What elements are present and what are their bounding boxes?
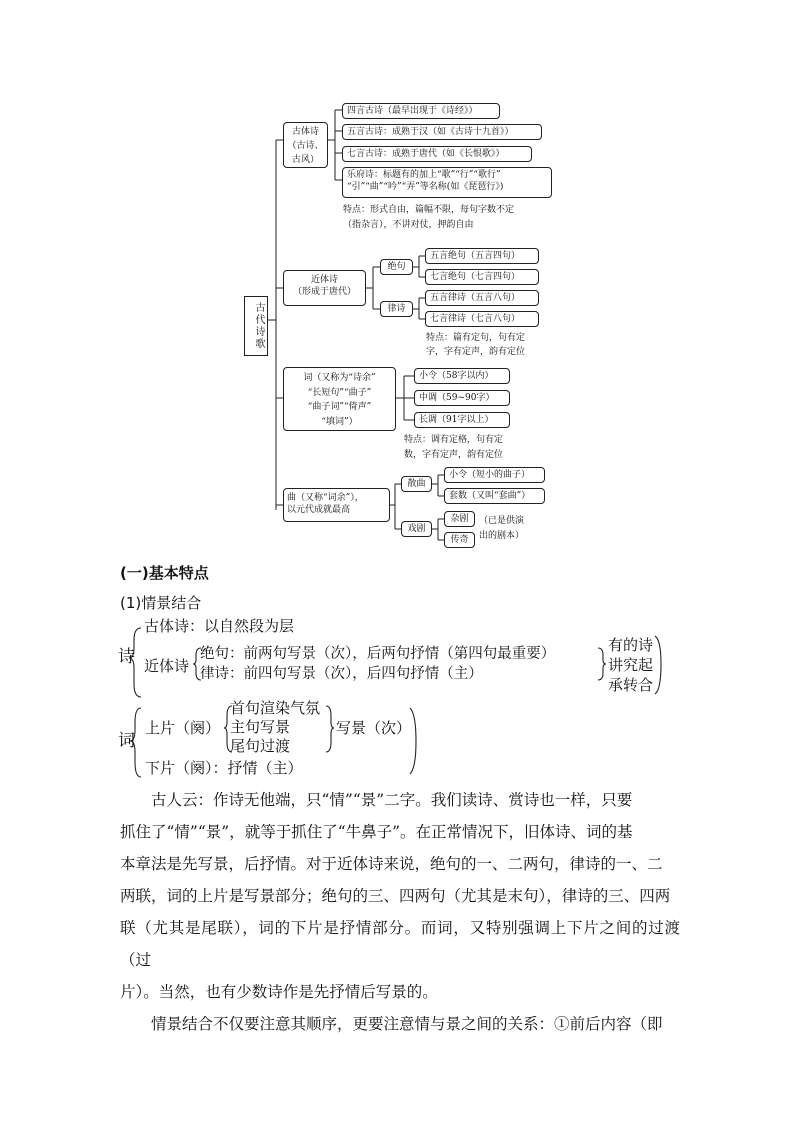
jintishi-label: 近体诗 — [144, 657, 190, 675]
body-paragraph — [120, 784, 680, 1040]
jintishi-feature-2: 字，字有定声，韵有定位 — [426, 347, 526, 357]
gutishi-line: 古体诗：以自然段为层 — [144, 617, 295, 635]
ci-line-3: “曲子词”“倚声” — [307, 402, 372, 412]
chuanqi-node: 传奇 — [444, 532, 475, 548]
paragraph-line-2: 抓住了“情”“景”，就等于抓住了“牛鼻子”。在正常情况下，旧体诗、词的基 — [120, 823, 633, 841]
shangpian-sub — [230, 699, 320, 756]
paragraph-line-6: 片）。当然，也有少数诗作是先抒情后写景的。 — [120, 983, 438, 1001]
taoshu-node: 套数（又叫“套曲”） — [444, 488, 545, 504]
shangpian-label: 上片（阕） — [145, 719, 221, 737]
jintishi-label: 近体诗 — [310, 275, 338, 285]
paragraph-line-4: 两联，词的上片是写景部分；绝句的三、四两句（尤其是末句），律诗的三、四两 — [120, 887, 671, 905]
note-line-2: 讲究起 — [608, 656, 654, 674]
shouju-line: 首句渲染气氛 — [230, 699, 321, 717]
jintishi-sublabel: （形成于唐代） — [292, 287, 356, 297]
ci-feature-2: 数，字有定声，韵有定位 — [404, 450, 504, 460]
paragraph-line-3: 本章法是先写景，后抒情。对于近体诗来说，绝句的一、二两句，律诗的一、二 — [120, 855, 663, 873]
xiju-note-1: （已是供演 — [479, 516, 525, 526]
shi-label: 诗 — [118, 647, 135, 667]
ci-label: 词 — [118, 731, 135, 751]
sub-heading: (1)情景结合 — [120, 594, 202, 612]
note-line-1: 有的诗 — [608, 636, 654, 654]
xiju-node: 戏剧 — [401, 521, 432, 537]
sanqu-xiaoling-node: 小令（短小的曲子） — [444, 467, 545, 483]
yuefu-line-2: “引”“曲”“吟”“弄”等名称(如《琵琶行》) — [347, 182, 504, 192]
gutishi-feature-2: （指杂言），不讲对仗，押韵自由 — [343, 220, 474, 230]
gutishi-feature-1: 特点：形式自由，篇幅不限，每句字数不定 — [343, 205, 515, 215]
qiyan-jueju-node: 七言绝句（七言四句） — [425, 269, 539, 285]
lvshi-node: 律诗 — [380, 301, 413, 317]
wuyan-gushi-node: 五言古诗：成熟于汉（如《古诗十九首》） — [342, 124, 542, 140]
jueju-line: 绝句：前两句写景（次），后两句抒情（第四句最重要） — [200, 646, 556, 662]
qichengzhuanhe-note — [608, 635, 653, 695]
zhongdiao-node: 中调（59~90字） — [414, 390, 510, 406]
qiyan-gushi-node: 七言古诗：成熟于唐代（如《长恨歌》） — [342, 146, 532, 162]
xiejing-label: 写景（次） — [336, 719, 412, 737]
siyan-gushi-node: 四言古诗（最早出现于《诗经》） — [342, 103, 500, 119]
yuefu-line-1: 乐府诗：标题有的加上“歌”“行”“歌行” — [347, 170, 501, 180]
wuyan-lvshi-node: 五言律诗（五言八句） — [425, 290, 539, 306]
qu-line-1: 曲（又称“词余”）， — [287, 493, 364, 503]
xiju-note-2: 出的剧本） — [479, 531, 525, 541]
ci-line-2: “长短句”“曲子” — [307, 387, 372, 398]
ci-feature-1: 特点：调有定格，句有定 — [404, 435, 504, 445]
jueju-node: 绝句 — [380, 259, 413, 275]
ci-line-4: “填词”） — [321, 416, 358, 427]
qiyan-lvshi-node: 七言律诗（七言八句） — [425, 311, 539, 327]
note-line-3: 承转合 — [608, 676, 654, 694]
section-heading: (一)基本特点 — [120, 564, 209, 582]
lvshi-line: 律诗：前四句写景（次），后四句抒情（主） — [200, 666, 483, 682]
paragraph-line-7: 情景结合不仅要注意其顺序，更要注意情与景之间的关系：①前后内容（即 — [151, 1015, 663, 1033]
paragraph-line-5: 联（尤其是尾联），词的下片是抒情部分。而词，又特别强调上下片之间的过渡（过 — [120, 919, 680, 969]
zhuju-line: 主句写景 — [230, 718, 291, 736]
weiju-line: 尾句过渡 — [230, 737, 291, 755]
ci-line-1: 词（又称为“诗余” — [303, 373, 376, 383]
sanqu-node: 散曲 — [401, 476, 432, 492]
changdiao-node: 长调（91字以上） — [414, 412, 510, 428]
gutishi-node: 古体诗（古诗、古风） — [283, 122, 328, 168]
zaju-node: 杂剧 — [444, 511, 475, 527]
qu-line-2: 以元代成就最高 — [287, 505, 351, 515]
paragraph-line-1: 古人云：作诗无他端，只“情”“景”二字。我们读诗、赏诗也一样，只要 — [151, 791, 633, 809]
xiaoling-node: 小令（58字以内） — [414, 368, 510, 384]
xiapian-line: 下片（阕）：抒情（主） — [145, 759, 303, 777]
wuyan-jueju-node: 五言绝句（五言四句） — [425, 248, 539, 264]
root-ancient-poetry: 古代诗歌 — [244, 296, 268, 356]
jintishi-feature-1: 特点：篇有定句，句有定 — [426, 333, 526, 343]
